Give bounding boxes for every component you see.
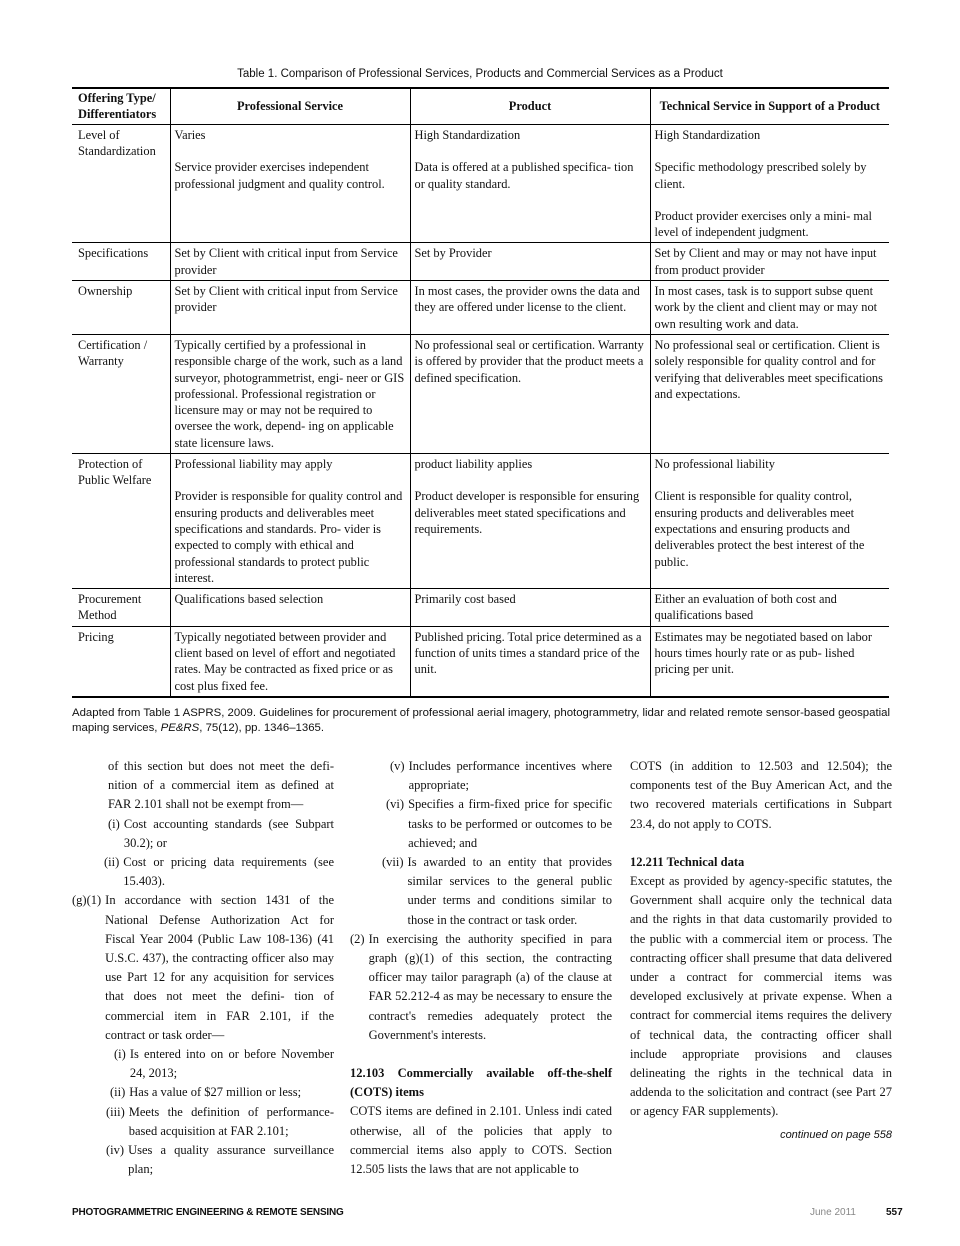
- text-column-2: [350, 757, 612, 1179]
- row-label: Procurement Method: [72, 589, 170, 627]
- list-item: [350, 757, 612, 795]
- list-text: In accordance with section 1431 of the National Defense Authorization Act for Fiscal Year 2004 (Public Law 108-136) (41 U.S.C. 437), the contracting officer also may use Part 12 for any acquisition for services that does not meet the defini- tion of commercial item in FAR 2.101, if the contract or task order—: [105, 893, 334, 1042]
- list-marker: (v): [390, 759, 405, 773]
- list-text: Includes performance incentives where appropriate;: [408, 759, 612, 793]
- list-marker: (i): [108, 816, 120, 831]
- table-source-note: [72, 706, 892, 736]
- list-text: Is awarded to an entity that provides similar services to the general public under terms and conditions similar to those in the contract or task order.: [407, 855, 612, 927]
- column-header: Offering Type/ Differentiators: [72, 88, 170, 125]
- table-row: [72, 125, 889, 243]
- table-caption: Table 1. Comparison of Professional Services, Products and Commercial Services as a Product: [237, 68, 723, 80]
- cell-text: Specific methodology prescribed solely by client.: [654, 160, 867, 191]
- row-label: Ownership: [72, 281, 170, 335]
- table-cell: In most cases, task is to support subse quent work by the client and client may or may not own resulting work and data.: [650, 281, 889, 335]
- table-cell: [410, 125, 650, 243]
- list-text: In exercising the authority specified in para graph (g)(1) of this section, the contracting officer may tailor paragraph (a) of the clause at FAR 52.212-4 as may be necessary to ensure the contract's remedies adequately protect the Government's interests.: [368, 931, 612, 1042]
- list-item: [72, 815, 334, 853]
- table-row: [72, 626, 889, 697]
- cell-text: Client is responsible for quality control, ensuring products and deliverables meet expectations and ensuring products and deliverables protect the best interest of the public.: [654, 489, 865, 569]
- list-item: [72, 1141, 334, 1179]
- cell-text: Product provider exercises only a mini- mal level of independent judgment.: [654, 208, 872, 240]
- cell-text: Varies: [174, 128, 206, 142]
- comparison-table: [72, 87, 889, 698]
- journal-name: PHOTOGRAMMETRIC ENGINEERING & REMOTE SENSING: [72, 1207, 344, 1218]
- table-row: [72, 334, 889, 453]
- page-number: 557: [886, 1207, 903, 1218]
- list-item: [350, 795, 612, 853]
- list-marker: (i): [114, 1047, 126, 1062]
- table-cell: Typically certified by a professional in responsible charge of the work, such as a land surveyor, photogrammetrist, engi- neer or GIS professional. Professional registration or licensure may or may not be required to oversee the work, depend- ing on applicable state licensure laws.: [170, 334, 410, 453]
- table-cell: No professional seal or certification. Client is solely responsible for quality control and for verifying that deliverables meet specifications and expectations.: [650, 334, 889, 453]
- cell-text: product liability applies: [414, 457, 533, 472]
- list-text: Cost accounting standards (see Subpart 30.2); or: [123, 816, 334, 850]
- row-label: Level of Standardization: [78, 128, 156, 159]
- table-cell: Set by Client with critical input from Service provider: [170, 281, 410, 335]
- table-cell: Primarily cost based: [410, 589, 650, 627]
- row-label: Certification / Warranty: [72, 334, 170, 453]
- paragraph: COTS (in addition to 12.503 and 12.504); the components test of the Buy American Act, and the two recovered materials certifications in Subpart 23.4, do not apply to COTS.: [630, 759, 892, 831]
- table-cell: [170, 125, 410, 243]
- table-header-row: [72, 88, 889, 125]
- list-item: [72, 853, 334, 891]
- text-column-1: [72, 757, 334, 1179]
- table-cell: Published pricing. Total price determined as a function of units times a standard price of the unit.: [410, 626, 650, 697]
- list-text: Has a value of $27 million or less;: [129, 1085, 302, 1100]
- table-cell: Set by Client and may or may not have input from product provider: [650, 243, 889, 281]
- column-header: Professional Service: [170, 88, 410, 125]
- table-cell: [410, 454, 650, 589]
- list-item: [72, 891, 334, 1045]
- list-text: Is entered into on or before November 24, 2013;: [129, 1047, 334, 1081]
- cell-text: Service provider exercises independent professional judgment and quality control.: [174, 160, 385, 191]
- row-label: Specifications: [72, 243, 170, 281]
- cell-text: High Standardization: [654, 128, 761, 142]
- table-cell: In most cases, the provider owns the data and they are offered under license to the client.: [410, 281, 650, 335]
- cell-text: High Standardization: [414, 128, 521, 142]
- note-citation: , 75(12), pp. 1346–1365.: [199, 722, 325, 734]
- list-text: Uses a quality assurance surveillance plan;: [128, 1143, 334, 1177]
- table-row: [72, 454, 889, 589]
- list-marker: (ii): [104, 855, 120, 870]
- row-label: Protection of Public Welfare: [72, 454, 170, 589]
- paragraph: Except as provided by agency-specific statutes, the Government shall acquire only the technical data and the rights in that data customarily provided to the public with a commercial item or process. The contracting officer shall presume that data delivered under a contract for commercial items was developed exclusively at private expense. When a contract for commercial items requires the delivery of technical data, the contracting officer shall include appropriate provisions and clauses delineating the rights in the technical data in addenda to the solicitation and contract (see Part 27 or agency FAR supplements).: [630, 874, 892, 1119]
- table-cell: No professional seal or certification. Warranty is offered by provider that the product meets a defined specification.: [410, 334, 650, 453]
- cell-text: Provider is responsible for quality control and ensuring products and deliverables meet specifications and standards. Pro- vider is expected to comply with ethical and professional standards to protect public interest.: [174, 489, 403, 585]
- table-cell: [170, 454, 410, 589]
- text-column-3: [630, 757, 892, 1145]
- column-header: Technical Service in Support of a Product: [650, 88, 889, 125]
- continued-note: continued on page 558: [780, 1128, 892, 1141]
- list-text: Cost or pricing data requirements (see 15.403).: [123, 855, 334, 889]
- cell-text: Product developer is responsible for ensuring deliverables meet stated specifications and requirements.: [414, 489, 640, 536]
- list-item: [72, 1103, 334, 1141]
- table-cell: Typically negotiated between provider and client based on level of effort and negotiated rates. May be contracted as fixed price or as cost plus fixed fee.: [170, 626, 410, 697]
- paragraph: of this section but does not meet the defi- nition of a commercial item as defined at FAR 2.101 shall not be exempt from—: [108, 759, 334, 812]
- list-item: [72, 1083, 334, 1102]
- row-label: Pricing: [72, 626, 170, 697]
- list-item: [72, 1045, 334, 1083]
- table-cell: [650, 454, 889, 589]
- table-cell: Estimates may be negotiated based on labor hours times hourly rate or as pub- lished pricing per unit.: [650, 626, 889, 697]
- table-cell: Set by Provider: [410, 243, 650, 281]
- list-marker: (ii): [110, 1085, 126, 1100]
- note-text: Adapted from Table 1 ASPRS, 2009. Guidelines for procurement of professional aerial imagery, photogrammetry, lidar and related remote sensor-based geospatial maping services,: [72, 707, 891, 734]
- cell-text: Data is offered at a published specifica- tion or quality standard.: [414, 160, 634, 191]
- table-row: [72, 243, 889, 281]
- list-text: Meets the definition of performance-based acquisition at FAR 2.101;: [128, 1104, 334, 1138]
- list-item: [350, 930, 612, 1045]
- list-marker: (2): [350, 931, 365, 946]
- cell-text: Professional liability may apply: [174, 457, 333, 472]
- section-heading: 12.103 Commercially available off-the-shelf (COTS) items: [350, 1066, 612, 1100]
- table-row: [72, 281, 889, 335]
- list-marker: (iv): [106, 1143, 125, 1158]
- paragraph: COTS items are defined in 2.101. Unless indi cated otherwise, all of the policies that apply to commercial items also apply to COTS. Section 12.505 lists the laws that are not applicable to: [350, 1104, 612, 1177]
- list-marker: (vi): [386, 797, 405, 812]
- list-marker: (iii): [106, 1104, 125, 1119]
- list-marker: (g)(1): [72, 893, 102, 908]
- column-header: Product: [410, 88, 650, 125]
- list-text: Specifies a firm-fixed price for specific tasks to be performed or outcomes to be achieved; and: [408, 797, 612, 850]
- table-cell: Either an evaluation of both cost and qualifications based: [650, 589, 889, 627]
- list-item: [350, 853, 612, 930]
- table-cell: [650, 125, 889, 243]
- table-cell: Qualifications based selection: [170, 589, 410, 627]
- table-row: [72, 589, 889, 627]
- list-marker: (vii): [382, 855, 404, 870]
- note-journal: PE&RS: [160, 722, 200, 734]
- table-cell: Set by Client with critical input from Service provider: [170, 243, 410, 281]
- section-heading: 12.211 Technical data: [630, 854, 745, 869]
- cell-text: No professional liability: [654, 457, 775, 472]
- issue-date: June 2011: [810, 1207, 856, 1218]
